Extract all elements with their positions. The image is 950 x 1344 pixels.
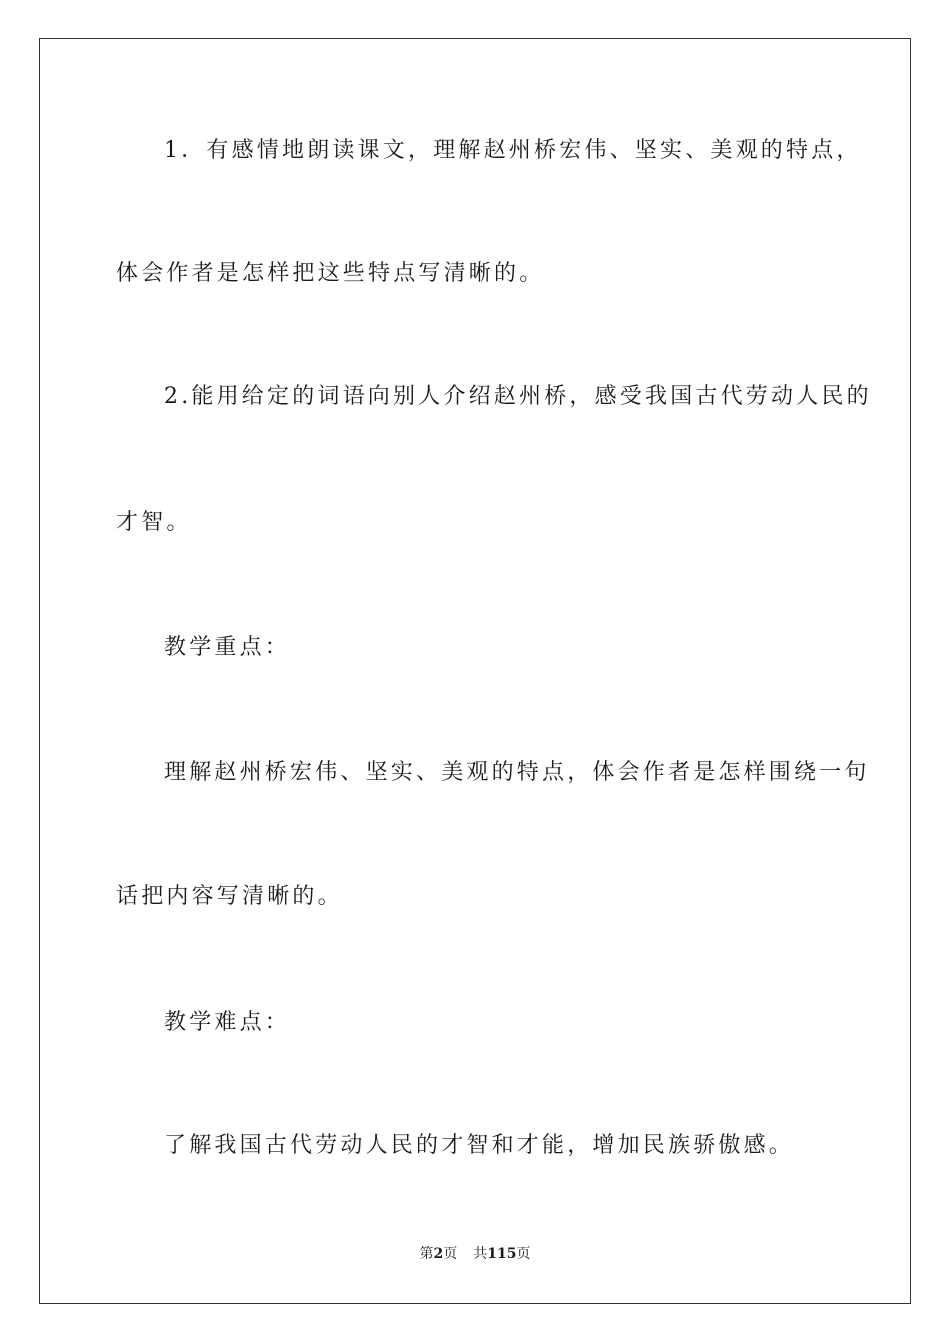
page-footer: [0, 1244, 950, 1264]
difficulties-heading: 教学难点：: [164, 1010, 291, 1035]
difficulties-line-1: 了解我国古代劳动人民的才智和才能，增加民族骄傲感。: [164, 1133, 795, 1158]
page-suffix: 页: [443, 1246, 458, 1262]
objective-1-line-1: 1．有感情地朗读课文，理解赵州桥宏伟、坚实、美观的特点，: [164, 138, 862, 163]
page-border: [39, 38, 911, 1304]
total-suffix: 页: [516, 1246, 531, 1262]
key-points-line-2: 话把内容写清晰的。: [116, 884, 343, 909]
total-pages: 115: [487, 1246, 517, 1262]
objective-2-line-2: 才智。: [116, 510, 192, 535]
page-prefix: 第: [419, 1246, 434, 1262]
page-number: 2: [433, 1246, 444, 1262]
key-points-heading: 教学重点：: [164, 635, 291, 660]
key-points-line-1: 理解赵州桥宏伟、坚实、美观的特点，体会作者是怎样围绕一句: [164, 760, 870, 785]
objective-1-line-2: 体会作者是怎样把这些特点写清晰的。: [116, 261, 545, 286]
objective-2-line-1: 2.能用给定的词语向别人介绍赵州桥，感受我国古代劳动人民的: [164, 384, 872, 409]
total-prefix: 共: [473, 1246, 488, 1262]
